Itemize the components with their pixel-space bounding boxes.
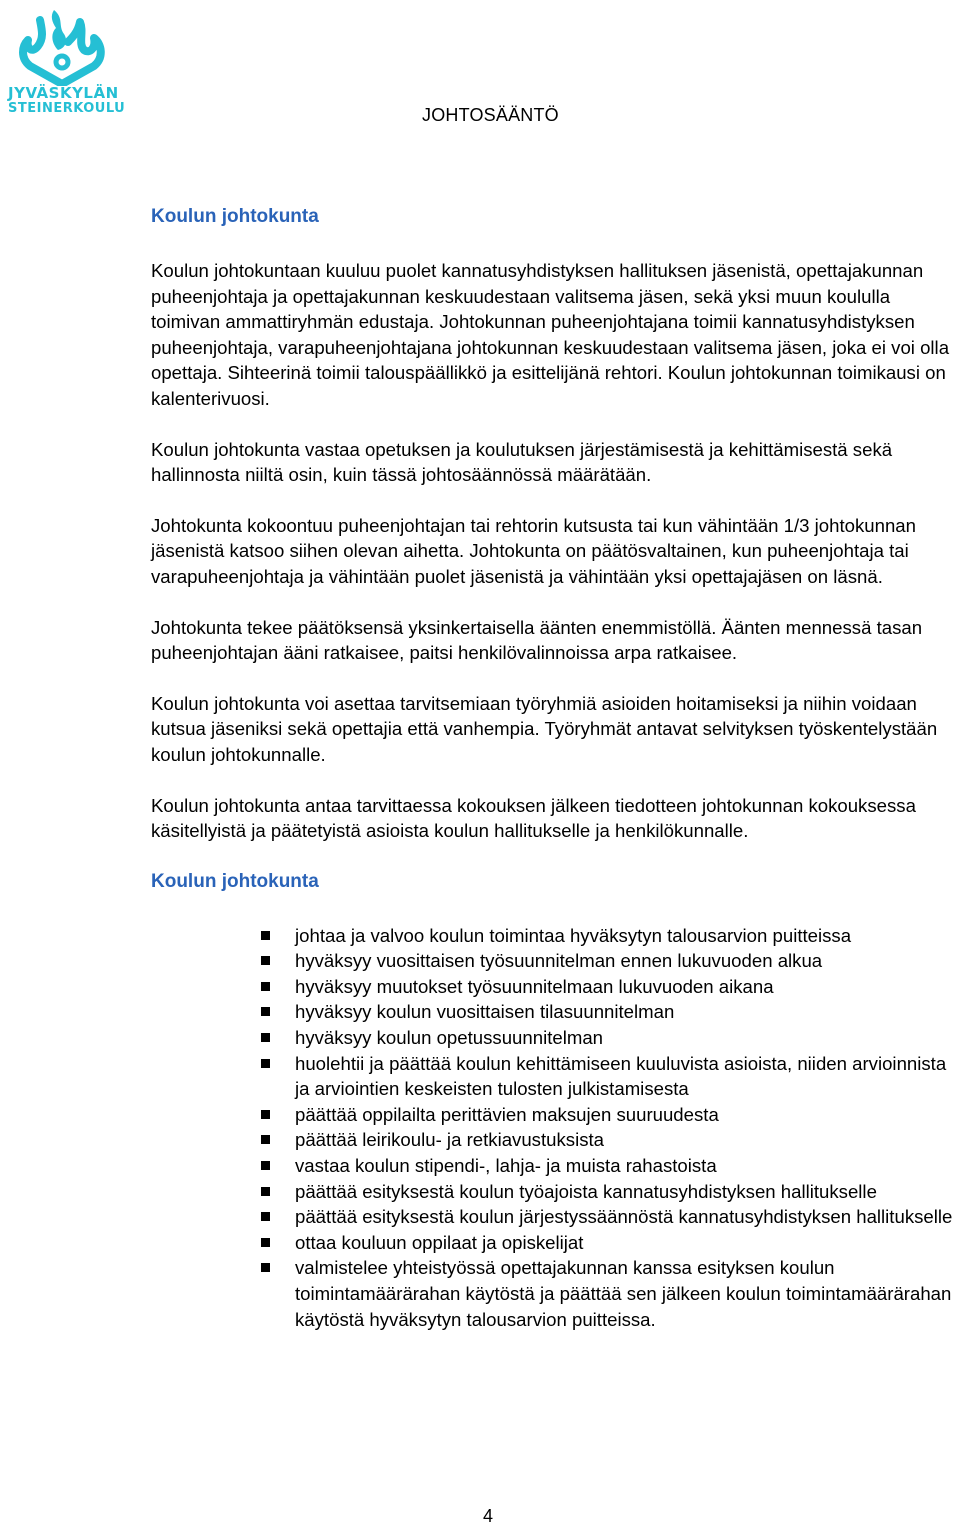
paragraph: Johtokunta tekee päätöksensä yksinkertaisella äänten enemmistöllä. Äänten mennessä tasan puheenjohtajan ääni ratkaisee, paitsi henkilövalinnoissa arpa ratkaisee.: [151, 616, 923, 664]
square-bullet-icon: [261, 1263, 270, 1272]
list-item-text: johtaa ja valvoo koulun toimintaa hyväksytyn talousarvion puitteissa: [295, 924, 852, 946]
square-bullet-icon: [261, 1161, 270, 1170]
list-item: [151, 1102, 959, 1128]
square-bullet-icon: [261, 1238, 270, 1247]
list-item-text: hyväksyy muutokset työsuunnitelmaan lukuvuoden aikana: [295, 975, 774, 997]
list-item: [151, 1153, 959, 1179]
section1-heading: Koulun johtokunta: [151, 206, 319, 227]
list-item: [151, 999, 959, 1025]
logo-text-line2: STEINERKOULU: [8, 101, 126, 116]
document-body: [151, 204, 959, 1332]
list-item-text: hyväksyy koulun vuosittaisen tilasuunnitelman: [295, 1001, 675, 1023]
list-item-text: huolehtii ja päättää koulun kehittämiseen kuuluvista asioista, niiden arvioinnista ja arviointien keskeisten tulosten julkistamisesta: [295, 1052, 947, 1100]
square-bullet-icon: [261, 1135, 270, 1144]
duties-list: [151, 923, 959, 1333]
heart-flame-icon: [6, 4, 118, 86]
square-bullet-icon: [261, 1033, 270, 1042]
list-item-text: päättää esityksestä koulun järjestyssäännöstä kannatusyhdistyksen hallitukselle: [295, 1206, 953, 1228]
square-bullet-icon: [261, 1110, 270, 1119]
document-title: JOHTOSÄÄNTÖ: [422, 105, 559, 125]
list-item: [151, 1051, 959, 1102]
list-item-text: hyväksyy vuosittaisen työsuunnitelman ennen lukuvuoden alkua: [295, 950, 823, 972]
list-item: [151, 948, 959, 974]
square-bullet-icon: [261, 931, 270, 940]
square-bullet-icon: [261, 1212, 270, 1221]
page-number: 4: [483, 1506, 494, 1526]
list-item: [151, 1204, 959, 1230]
paragraph: Koulun johtokuntaan kuuluu puolet kannatusyhdistyksen hallituksen jäsenistä, opettajakunnan puheenjohtaja ja opettajakunnan keskuudestaan valitsema jäsen, sekä yksi muun koululla toimivan ammattiryhmän edustaja. Johtokunnan puheenjohtajana toimii kannatusyhdistyksen puheenjohtaja, varapuheenjohtajana johtokunnan keskuudestaan valitsema jäsen, joka ei voi olla opettaja. Sihteerinä toimii talouspäällikkö ja esittelijänä rehtori. Koulun johtokunnan toimikausi on kalenterivuosi.: [151, 260, 950, 409]
section2-heading: Koulun johtokunta: [151, 870, 319, 892]
logo-text-line1: JYVÄSKYLÄN: [8, 84, 119, 102]
list-item: [151, 923, 959, 949]
paragraph: Johtokunta kokoontuu puheenjohtajan tai rehtorin kutsusta tai kun vähintään 1/3 johtokunnan jäsenistä katsoo siihen olevan aihetta. Johtokunta on päätösvaltainen, kun puheenjohtaja tai varapuheenjohtaja ja vähintään puolet jäsenistä ja vähintään yksi opettajajäsen on läsnä.: [151, 514, 916, 587]
square-bullet-icon: [261, 1007, 270, 1016]
list-item: [151, 1127, 959, 1153]
list-item-text: päättää esityksestä koulun työajoista kannatusyhdistyksen hallitukselle: [295, 1180, 877, 1202]
list-item-text: valmistelee yhteistyössä opettajakunnan kanssa esityksen koulun toimintamäärärahan käytöstä ja päättää sen jälkeen koulun toimintamäärärahan käytöstä hyväksytyn talousarvion puitteissa.: [295, 1257, 952, 1330]
list-item: [151, 1025, 959, 1051]
list-item: [151, 974, 959, 1000]
list-item: [151, 1179, 959, 1205]
paragraph: Koulun johtokunta antaa tarvittaessa kokouksen jälkeen tiedotteen johtokunnan kokouksessa käsitellyistä ja päätetyistä asioista koulun hallitukselle ja henkilökunnalle.: [151, 794, 916, 842]
list-item-text: vastaa koulun stipendi-, lahja- ja muista rahastoista: [295, 1155, 717, 1177]
school-logo: [6, 4, 126, 126]
paragraph: Koulun johtokunta voi asettaa tarvitsemiaan työryhmiä asioiden hoitamiseksi ja niihin voidaan kutsua jäseniksi sekä opettajia että vanhempia. Työryhmät antavat selvityksen työskentelystään koulun johtokunnalle.: [151, 692, 938, 765]
square-bullet-icon: [261, 1187, 270, 1196]
square-bullet-icon: [261, 982, 270, 991]
list-item-text: päättää leirikoulu- ja retkiavustuksista: [295, 1129, 605, 1151]
list-item-text: päättää oppilailta perittävien maksujen suuruudesta: [295, 1103, 719, 1125]
square-bullet-icon: [261, 956, 270, 965]
square-bullet-icon: [261, 1059, 270, 1068]
paragraph: Koulun johtokunta vastaa opetuksen ja koulutuksen järjestämisestä ja kehittämisestä sekä hallinnosta niiltä osin, kuin tässä johtosäännössä määrätään.: [151, 438, 893, 486]
list-item-text: hyväksyy koulun opetussuunnitelman: [295, 1027, 604, 1049]
list-item: [151, 1255, 959, 1332]
list-item: [151, 1230, 959, 1256]
list-item-text: ottaa kouluun oppilaat ja opiskelijat: [295, 1231, 584, 1253]
